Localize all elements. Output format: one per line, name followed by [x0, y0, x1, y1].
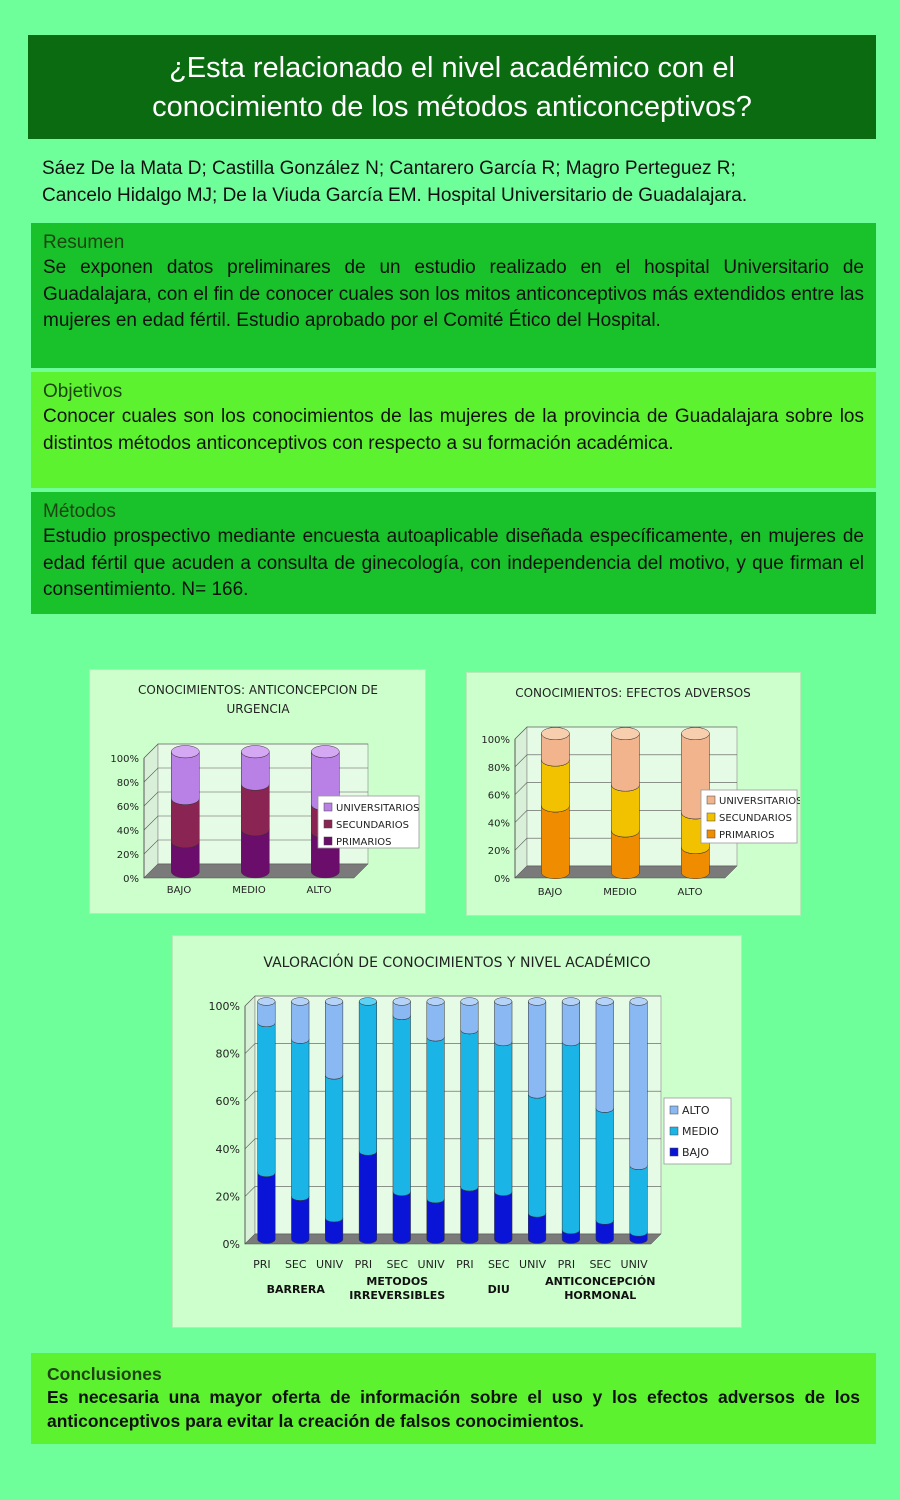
chart3-x-tick-label: SEC [589, 1258, 612, 1271]
chart3-bar-segment-medio [258, 1023, 276, 1177]
chart3-bar-segment-medio [291, 1040, 309, 1201]
chart3-bar-segment-alto [325, 1002, 343, 1080]
chart3-bar-segment-medio [325, 1075, 343, 1222]
chart3-bar-segment-alto [427, 1002, 445, 1042]
chart2-title-line: CONOCIMIENTOS: EFECTOS ADVERSOS [515, 686, 751, 700]
conclusiones-heading: Conclusiones [47, 1364, 162, 1384]
chart2-legend-swatch [707, 813, 715, 821]
chart1-bar-cap [311, 746, 339, 758]
chart1-legend-swatch [324, 803, 332, 811]
chart3-bar-segment-medio [596, 1109, 614, 1225]
chart3-y-tick-label: 60% [215, 1095, 240, 1109]
chart1-bar-segment-secundarios [171, 799, 199, 848]
chart3-x-tick-label: UNIV [620, 1258, 648, 1271]
conclusiones-text: Es necesaria una mayor oferta de información sobre el uso y los efectos adversos de los anticonceptivos para evitar la creación de falsos conocimientos. [47, 1387, 860, 1431]
metodos-text: Estudio prospectivo mediante encuesta autoaplicable diseñada específicamente, en mujeres de edad fértil que acuden a consulta de ginecología, con independencia del motivo, y que firman el consentimiento. N= 166. [43, 526, 864, 600]
chart2-bar-segment-primarios [611, 831, 639, 879]
chart3-bar-segment-medio [393, 1016, 411, 1196]
chart3-bar-cap [494, 998, 512, 1006]
chart1-y-tick-label: 60% [116, 802, 139, 813]
chart3-bar-segment-alto [461, 1002, 479, 1034]
resumen-heading: Resumen [43, 232, 125, 253]
chart2-bar-segment-secundarios [611, 785, 639, 837]
objetivos-heading: Objetivos [43, 381, 123, 402]
chart3-bar-segment-bajo [393, 1192, 411, 1243]
chart3-bar-segment-bajo [258, 1173, 276, 1244]
chart-valoracion-conocimientos [172, 935, 742, 1328]
chart1-title-line: URGENCIA [226, 702, 290, 716]
authors-line-2: Cancelo Hidalgo MJ; De la Viuda García EM. Hospital Universitario de Guadalajara. [42, 185, 748, 206]
chart1-y-tick-label: 80% [116, 778, 139, 789]
chart3-legend-label: BAJO [682, 1146, 709, 1159]
chart3-legend-swatch [670, 1106, 678, 1114]
chart2-bar-segment-secundarios [541, 760, 569, 812]
chart3-bar-segment-bajo [359, 1151, 377, 1243]
chart3-bar-cap [528, 998, 546, 1006]
chart1-bar-cap [171, 746, 199, 758]
chart3-bar-cap [562, 998, 580, 1006]
authors-line-1: Sáez De la Mata D; Castilla González N; Cantarero García R; Magro Perteguez R; [42, 158, 736, 179]
chart3-bar-segment-medio [359, 1002, 377, 1156]
chart1-bar-segment-primarios [241, 830, 269, 878]
chart1-x-tick-label: MEDIO [232, 885, 266, 896]
chart3-x-tick-label: UNIV [316, 1258, 344, 1271]
chart2-bar-segment-primarios [541, 806, 569, 879]
chart3-y-tick-label: 40% [215, 1142, 240, 1156]
chart3-bar-segment-alto [630, 1002, 648, 1170]
chart-1-svg [90, 670, 425, 913]
chart-3-svg [173, 936, 741, 1327]
chart3-bar-segment-bajo [494, 1192, 512, 1243]
chart3-bar-segment-medio [427, 1037, 445, 1203]
chart2-x-tick-label: BAJO [537, 887, 563, 898]
metodos-heading: Métodos [43, 501, 116, 522]
chart3-group-label: ANTICONCEPCIÓN [545, 1275, 656, 1288]
objetivos-text: Conocer cuales son los conocimientos de las mujeres de la provincia de Guadalajara sobre los distintos métodos anticonceptivos con respecto a su formación académica. [43, 406, 864, 454]
chart2-y-tick-label: 0% [494, 874, 510, 885]
chart-anticoncepcion-urgencia [89, 669, 426, 914]
chart3-bar-segment-alto [291, 1002, 309, 1044]
chart3-side-wall [245, 996, 255, 1244]
section-resumen [31, 223, 876, 368]
chart2-x-tick-label: ALTO [677, 887, 703, 898]
authors [42, 155, 872, 209]
chart3-group-label: IRREVERSIBLES [349, 1289, 446, 1302]
chart3-group-label: BARRERA [266, 1283, 325, 1296]
chart1-legend-swatch [324, 820, 332, 828]
chart3-x-tick-label: PRI [456, 1258, 474, 1271]
chart1-legend-label: UNIVERSITARIOS [336, 803, 420, 814]
resumen-text: Se exponen datos preliminares de un estudio realizado en el hospital Universitario de Guadalajara, con el fin de conocer cuales son los mitos anticonceptivos más extendidos entre las mujeres en edad fértil. Estudio aprobado por el Comité Ético del Hospital. [43, 257, 864, 331]
chart3-title-line: VALORACIÓN DE CONOCIMIENTOS Y NIVEL ACADÉMICO [263, 955, 651, 971]
chart3-legend-label: ALTO [682, 1104, 710, 1117]
chart3-bar-segment-medio [461, 1030, 479, 1191]
chart1-legend-label: PRIMARIOS [336, 837, 392, 848]
chart3-x-tick-label: PRI [253, 1258, 271, 1271]
chart1-side-wall [144, 744, 158, 878]
section-metodos [31, 492, 876, 614]
chart3-bar-cap [427, 998, 445, 1006]
chart2-y-tick-label: 100% [481, 735, 510, 746]
chart2-side-wall [515, 727, 527, 878]
chart3-y-tick-label: 80% [215, 1047, 240, 1061]
chart2-bar-cap [681, 727, 709, 739]
chart1-title-line: CONOCIMIENTOS: ANTICONCEPCION DE [138, 683, 378, 697]
chart3-bar-segment-bajo [427, 1199, 445, 1243]
chart3-bar-cap [630, 998, 648, 1006]
chart2-legend-swatch [707, 796, 715, 804]
chart2-legend-label: SECUNDARIOS [719, 813, 792, 824]
chart3-bar-segment-bajo [461, 1187, 479, 1243]
chart1-x-tick-label: BAJO [166, 885, 192, 896]
chart1-y-tick-label: 0% [123, 874, 139, 885]
chart1-bar-segment-universitarios [171, 752, 199, 805]
chart3-group-label: METODOS [366, 1275, 429, 1288]
chart3-group-label: HORMONAL [564, 1289, 637, 1302]
chart3-bar-cap [393, 998, 411, 1006]
chart1-y-tick-label: 100% [110, 754, 139, 765]
chart3-bar-segment-alto [562, 1002, 580, 1046]
chart3-bar-cap [461, 998, 479, 1006]
chart2-y-tick-label: 60% [487, 790, 510, 802]
chart3-bar-cap [325, 998, 343, 1006]
chart3-bar-cap [291, 998, 309, 1006]
chart2-bar-cap [541, 727, 569, 739]
chart3-y-tick-label: 20% [215, 1190, 240, 1204]
chart3-bar-segment-medio [494, 1042, 512, 1196]
chart3-bar-segment-alto [494, 1002, 512, 1046]
chart3-y-tick-label: 0% [222, 1238, 240, 1251]
chart3-legend-swatch [670, 1127, 678, 1135]
chart3-bar-cap [258, 998, 276, 1006]
chart3-bar-segment-medio [528, 1094, 546, 1217]
chart3-bar-segment-alto [596, 1002, 614, 1113]
chart2-legend-swatch [707, 830, 715, 838]
chart3-x-tick-label: UNIV [519, 1258, 547, 1271]
title-line-2: conocimiento de los métodos anticonceptivos? [152, 91, 752, 123]
chart3-legend-swatch [670, 1148, 678, 1156]
chart3-bar-segment-bajo [291, 1197, 309, 1244]
title-line-1: ¿Esta relacionado el nivel académico con el [169, 52, 735, 84]
chart1-legend-label: SECUNDARIOS [336, 820, 409, 831]
chart2-legend-label: PRIMARIOS [719, 830, 775, 841]
chart3-bar-cap [359, 998, 377, 1006]
chart2-x-tick-label: MEDIO [603, 887, 637, 898]
chart2-y-tick-label: 20% [487, 846, 510, 858]
chart1-y-tick-label: 40% [116, 826, 139, 837]
chart3-x-tick-label: SEC [284, 1258, 307, 1271]
chart3-bar-segment-medio [630, 1166, 648, 1237]
chart-efectos-adversos [466, 672, 801, 916]
section-objetivos [31, 372, 876, 488]
chart-2-svg [467, 673, 800, 915]
chart3-x-tick-label: UNIV [417, 1258, 445, 1271]
chart2-bar-segment-universitarios [611, 734, 639, 792]
chart1-y-tick-label: 20% [116, 850, 139, 861]
section-conclusiones [31, 1353, 876, 1444]
chart2-bar-cap [611, 727, 639, 739]
chart3-bar-segment-alto [528, 1002, 546, 1099]
chart3-y-tick-label: 100% [208, 1000, 240, 1013]
chart3-group-label: DIU [487, 1283, 510, 1296]
chart2-y-tick-label: 80% [487, 762, 510, 774]
chart3-x-tick-label: SEC [487, 1258, 510, 1271]
chart1-legend-swatch [324, 837, 332, 845]
chart1-x-tick-label: ALTO [306, 885, 332, 896]
chart2-y-tick-label: 40% [487, 818, 510, 830]
chart3-x-tick-label: PRI [354, 1258, 373, 1271]
chart1-bar-segment-secundarios [241, 784, 269, 836]
chart3-legend-label: MEDIO [682, 1125, 719, 1138]
chart1-bar-cap [241, 746, 269, 758]
chart2-legend-label: UNIVERSITARIOS [719, 796, 800, 807]
chart3-bar-segment-medio [562, 1042, 580, 1234]
chart3-x-tick-label: PRI [557, 1258, 576, 1271]
chart3-x-tick-label: SEC [386, 1258, 409, 1271]
chart3-bar-cap [596, 998, 614, 1006]
poster-title [28, 35, 876, 139]
chart3-bar-segment-bajo [528, 1213, 546, 1243]
